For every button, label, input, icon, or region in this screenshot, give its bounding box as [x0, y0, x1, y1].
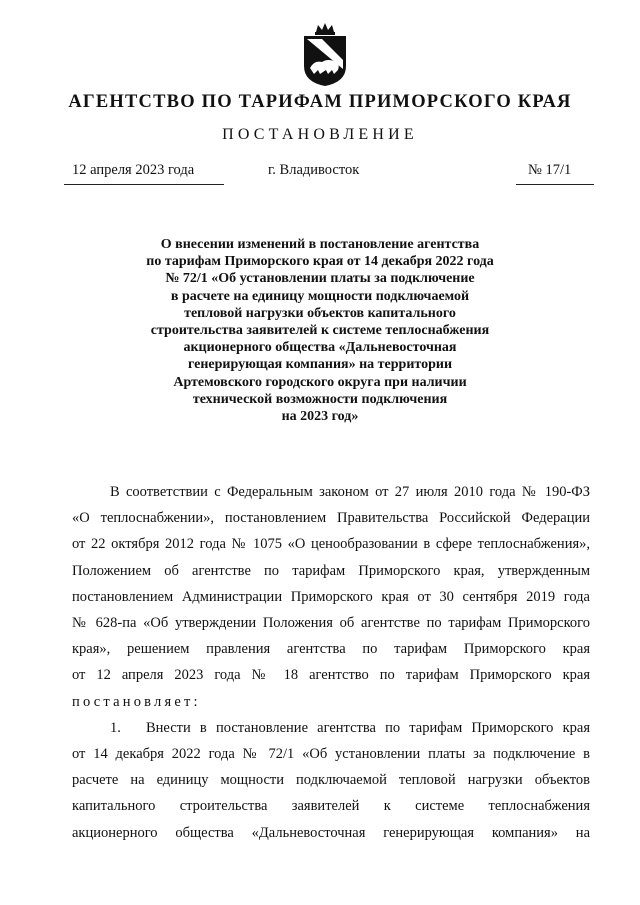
- title-line: на 2023 год»: [281, 409, 359, 425]
- preamble-line: от 22 октября 2012 года № 1075 «О ценообразовании в сфере теплоснабжения»,: [72, 536, 590, 553]
- item-1-first-line: [72, 715, 590, 741]
- title-line: по тарифам Приморского края от 14 декабря 2022 года: [146, 254, 494, 270]
- title-line: № 72/1 «Об установлении платы за подключение: [165, 271, 475, 287]
- agency-name: АГЕНТСТВО ПО ТАРИФАМ ПРИМОРСКОГО КРАЯ: [68, 92, 572, 112]
- document-date: 12 апреля 2023 года: [72, 162, 195, 178]
- preamble-line: края», решением правления агентства по тарифам Приморского края: [72, 641, 590, 658]
- document-city: г. Владивосток: [268, 162, 360, 178]
- preamble-line: В соответствии с Федеральным законом от 27 июля 2010 года № 190-ФЗ: [110, 484, 590, 500]
- preamble-line: постановлением Администрации Приморского края от 30 сентября 2019 года: [72, 588, 590, 605]
- preamble-line: № 628-па «Об утверждении Положения об агентстве по тарифам Приморского: [72, 615, 590, 632]
- item-1-text: Внести в постановление агентства по тарифам Приморского края: [146, 719, 590, 736]
- date-underline: [64, 184, 224, 185]
- title-line: строительства заявителей к системе теплоснабжения: [150, 323, 490, 339]
- title-line: Артемовского городского округа при наличии: [173, 374, 467, 390]
- document-body: [72, 479, 590, 846]
- item-1-line: капитального строительства заявителей к системе теплоснабжения: [72, 798, 590, 815]
- coat-of-arms-icon: [298, 22, 352, 88]
- preamble-line: «О теплоснабжении», постановлением Правительства Российской Федерации: [72, 510, 590, 527]
- title-line: генерирующая компания» на территории: [187, 357, 453, 373]
- decree-word: постановляет:: [72, 693, 201, 710]
- title-line: технической возможности подключения: [192, 391, 448, 407]
- preamble-line: от 12 апреля 2023 года № 18 агентство по тарифам Приморского края: [72, 667, 590, 684]
- number-underline: [516, 184, 594, 185]
- preamble-line: Положением об агентстве по тарифам Приморского края, утвержденным: [72, 562, 590, 579]
- document-number: № 17/1: [528, 162, 572, 178]
- document-title: [120, 236, 520, 425]
- item-1-line: расчете на единицу мощности подключаемой тепловой нагрузки объектов: [72, 772, 590, 789]
- title-line: О внесении изменений в постановление агентства: [160, 237, 480, 252]
- item-1-number: 1.: [110, 719, 121, 736]
- title-line: в расчете на единицу мощности подключаемой: [170, 288, 470, 304]
- title-line: акционерного общества «Дальневосточная: [183, 340, 457, 356]
- title-line: тепловой нагрузки объектов капитального: [184, 305, 456, 321]
- document-type: ПОСТАНОВЛЕНИЕ: [222, 126, 418, 143]
- item-1-line: акционерного общества «Дальневосточная генерирующая компания» на: [72, 824, 590, 841]
- item-1-line: от 14 декабря 2022 года № 72/1 «Об установлении платы за подключение в: [72, 746, 590, 763]
